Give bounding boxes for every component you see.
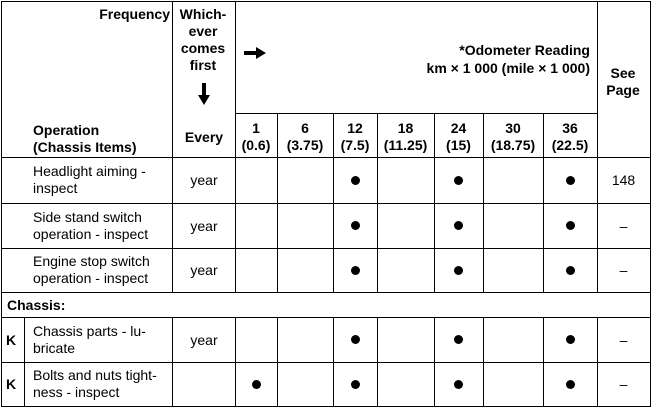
every-value: year	[190, 217, 218, 234]
operation-text: inspect	[33, 180, 78, 196]
see-page-value: –	[619, 217, 628, 234]
grid-vline	[277, 317, 278, 407]
interval-dot	[454, 380, 463, 389]
see-page-value: –	[619, 376, 628, 392]
interval-km: 1	[252, 120, 260, 136]
interval-dot	[454, 221, 463, 230]
odometer-line-2: km × 1 000 (mile × 1 000)	[426, 60, 590, 76]
interval-km: 36	[562, 120, 578, 136]
interval-mile: (7.5)	[340, 137, 370, 153]
grid-hline	[1, 362, 651, 363]
interval-dot	[566, 221, 575, 230]
k-marker: K	[6, 376, 17, 392]
grid-vline	[597, 1, 598, 293]
grid-vline	[434, 317, 435, 407]
grid-vline	[277, 113, 278, 292]
operation-text: operation - inspect	[33, 225, 149, 242]
whichever-line-2: ever	[188, 23, 218, 39]
operation-text: operation - inspect	[33, 270, 149, 286]
grid-hline	[1, 248, 651, 249]
interval-km: 18	[397, 120, 414, 136]
every-value: year	[190, 331, 218, 348]
see-page-value: 148	[611, 172, 636, 188]
interval-dot	[351, 176, 360, 185]
interval-km: 12	[347, 120, 363, 136]
every-value: year	[190, 262, 218, 278]
interval-dot	[351, 266, 360, 275]
arrow-right-icon	[244, 47, 266, 59]
grid-hline	[1, 1, 651, 2]
grid-vline	[650, 1, 651, 407]
grid-vline	[172, 317, 173, 407]
see-page-value: –	[619, 262, 628, 278]
whichever-line-1: Which-	[179, 6, 227, 22]
grid-vline	[543, 317, 544, 407]
grid-vline	[543, 113, 544, 292]
grid-vline	[333, 317, 334, 407]
every-label: Every	[184, 129, 224, 145]
grid-vline	[24, 317, 25, 407]
odometer-line-1: *Odometer Reading	[459, 42, 590, 58]
interval-mile: (11.25)	[383, 137, 428, 153]
interval-dot	[566, 266, 575, 275]
operation-text: bricate	[33, 339, 76, 356]
chassis-items-label: (Chassis Items)	[33, 139, 137, 155]
grid-vline	[483, 317, 484, 407]
see-page-line-1: See	[610, 65, 636, 81]
frequency-label: Frequency	[99, 6, 170, 22]
grid-vline	[483, 113, 484, 292]
interval-dot	[566, 380, 575, 389]
every-value: year	[190, 172, 218, 188]
interval-dot	[566, 176, 575, 185]
see-page-line-2: Page	[606, 82, 640, 98]
interval-dot	[351, 221, 360, 230]
operation-text: Side stand switch	[33, 208, 142, 225]
interval-dot	[454, 266, 463, 275]
interval-km: 24	[450, 120, 467, 136]
k-marker: K	[6, 331, 17, 348]
grid-vline	[235, 1, 236, 293]
grid-vline	[377, 317, 378, 407]
grid-hline	[1, 157, 651, 158]
interval-dot	[454, 335, 463, 344]
whichever-line-4: first	[189, 57, 217, 73]
section-label: Chassis:	[7, 297, 66, 313]
operation-text: Chassis parts - lu-	[33, 322, 146, 339]
interval-km: 30	[505, 120, 521, 136]
grid-hline	[1, 292, 651, 293]
interval-mile: (3.75)	[286, 137, 324, 153]
operation-text: ness - inspect	[33, 384, 120, 400]
interval-mile: (18.75)	[490, 137, 536, 153]
interval-dot	[566, 335, 575, 344]
grid-vline	[333, 113, 334, 292]
interval-mile: (0.6)	[241, 137, 271, 153]
interval-mile: (22.5)	[551, 137, 589, 153]
grid-hline	[1, 203, 651, 204]
interval-dot	[351, 335, 360, 344]
grid-hline	[1, 317, 651, 318]
interval-dot	[351, 380, 360, 389]
interval-mile: (15)	[446, 137, 471, 153]
interval-dot	[454, 176, 463, 185]
grid-vline	[1, 1, 2, 407]
see-page-value: –	[619, 331, 628, 348]
operation-text: Engine stop switch	[33, 253, 150, 269]
arrow-down-icon	[198, 83, 210, 105]
grid-vline	[597, 317, 598, 407]
grid-vline	[172, 1, 173, 293]
operation-text: Headlight aiming -	[33, 163, 146, 179]
interval-dot	[252, 380, 261, 389]
grid-vline	[434, 113, 435, 292]
grid-vline	[235, 317, 236, 407]
operation-label: Operation	[33, 122, 100, 138]
interval-km: 6	[301, 120, 309, 136]
whichever-line-3: comes	[180, 40, 226, 56]
operation-text: Bolts and nuts tight-	[33, 367, 157, 383]
grid-vline	[377, 113, 378, 292]
